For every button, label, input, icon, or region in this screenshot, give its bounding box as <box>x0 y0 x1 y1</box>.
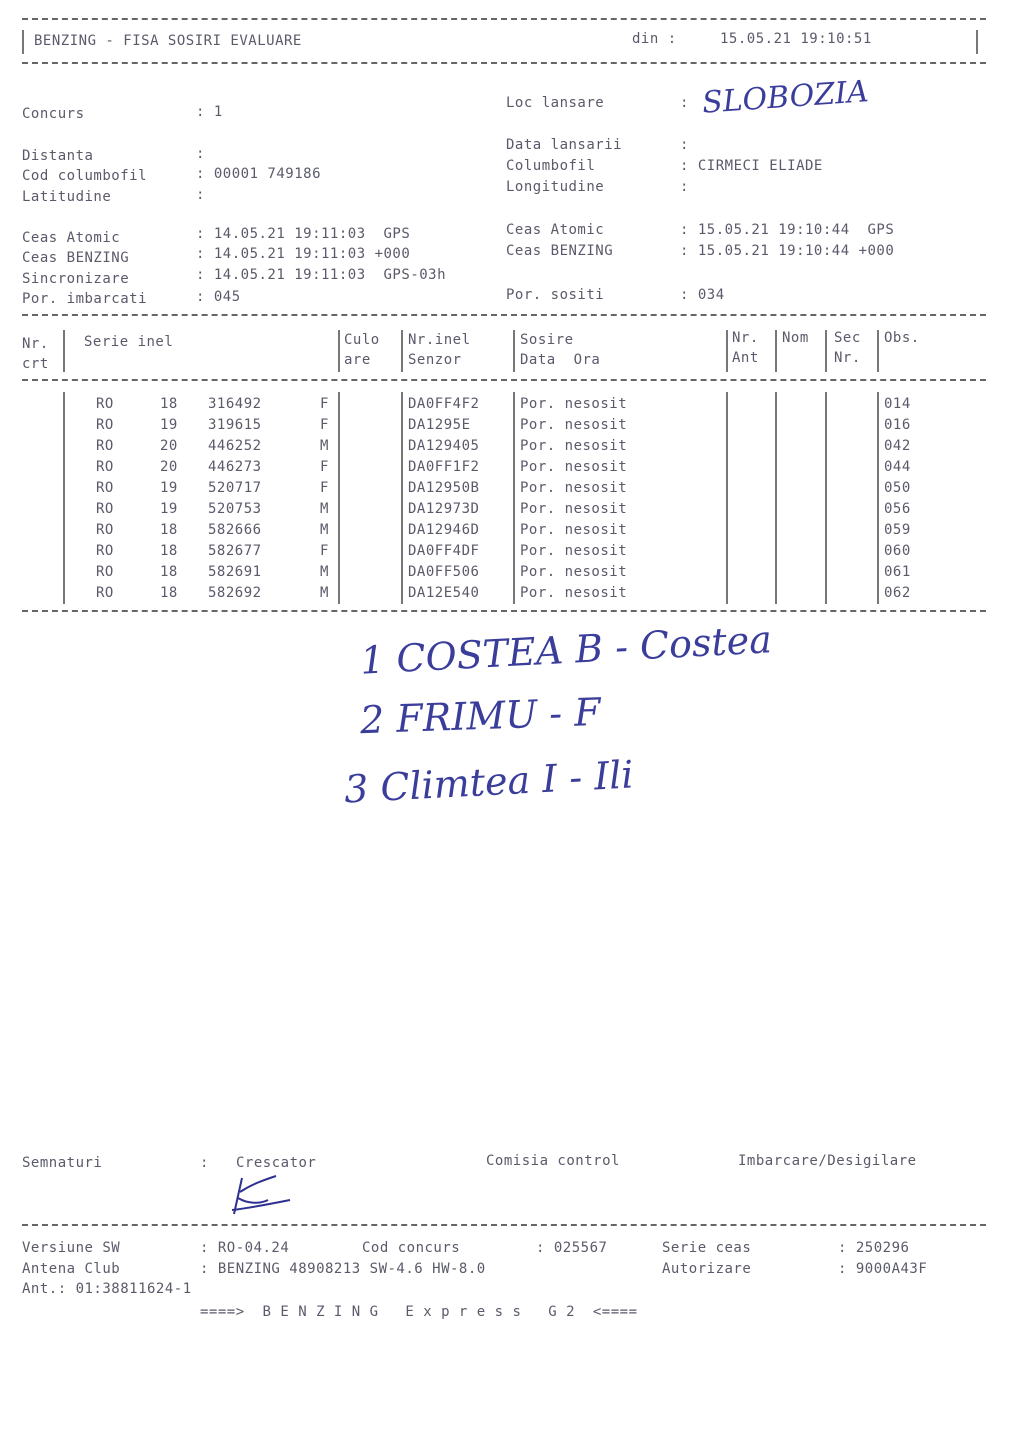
cell-sex: F <box>320 459 329 475</box>
cell-number: 520753 <box>208 501 262 517</box>
header-serie-inel: Serie inel <box>84 334 174 350</box>
handwritten-note-2: 2 FRIMU - F <box>359 689 602 743</box>
cell-obs: 060 <box>884 543 911 559</box>
cell-sex: M <box>320 522 329 538</box>
cell-status: Por. nesosit <box>520 417 628 433</box>
cell-sex: F <box>320 480 329 496</box>
ceas-benzing-sosire-value: : 15.05.21 19:10:44 +000 <box>680 243 895 259</box>
sincronizare-label: Sincronizare <box>22 271 130 287</box>
cell-number: 319615 <box>208 417 262 433</box>
ceas-benzing-label: Ceas BENZING <box>22 250 130 266</box>
col-divider <box>825 392 827 604</box>
handwritten-note-1: 1 COSTEA B - Costea <box>359 617 773 683</box>
report-title: BENZING - FISA SOSIRI EVALUARE <box>34 33 302 49</box>
cell-obs: 050 <box>884 480 911 496</box>
table-header-rule <box>22 379 986 381</box>
header-senzor: Senzor <box>408 352 462 368</box>
cell-year: 18 <box>160 543 178 559</box>
por-imbarcati-label: Por. imbarcati <box>22 291 148 307</box>
table-bottom-rule <box>22 610 986 612</box>
cell-year: 19 <box>160 417 178 433</box>
cell-number: 316492 <box>208 396 262 412</box>
col-divider <box>513 392 515 604</box>
concurs-label: Concurs <box>22 106 85 122</box>
loc-lansare-handwritten: SLOBOZIA <box>700 74 870 121</box>
date-value: 15.05.21 19:10:51 <box>720 31 872 47</box>
cell-obs: 059 <box>884 522 911 538</box>
brand-line: ====> B E N Z I N G E x p r e s s G 2 <==== <box>200 1304 638 1320</box>
cell-obs: 042 <box>884 438 911 454</box>
ceas-atomic-value: : 14.05.21 19:11:03 GPS <box>196 226 411 242</box>
header-sosire: Sosire <box>520 332 574 348</box>
col-divider <box>877 330 879 372</box>
cod-columbofil-value: : 00001 749186 <box>196 166 322 182</box>
semnaturi-sep: : <box>200 1155 209 1171</box>
cell-sex: M <box>320 564 329 580</box>
semnaturi-label: Semnaturi <box>22 1155 103 1171</box>
header-crt: crt <box>22 356 49 372</box>
cell-sensor: DA0FF506 <box>408 564 480 580</box>
cell-country: RO <box>96 501 114 517</box>
cell-sex: M <box>320 438 329 454</box>
cell-country: RO <box>96 522 114 538</box>
cell-country: RO <box>96 585 114 601</box>
col-divider <box>825 330 827 372</box>
cell-country: RO <box>96 396 114 412</box>
crescator-label: Crescator <box>236 1155 317 1171</box>
latitudine-label: Latitudine <box>22 189 112 205</box>
cell-year: 18 <box>160 564 178 580</box>
cod-concurs-label: Cod concurs <box>362 1240 461 1256</box>
antena-club-label: Antena Club <box>22 1261 121 1277</box>
header-bottom-rule <box>22 62 986 64</box>
cell-number: 582666 <box>208 522 262 538</box>
antena-club-value: : BENZING 48908213 SW-4.6 HW-8.0 <box>200 1261 486 1277</box>
comisia-control-label: Comisia control <box>486 1153 620 1169</box>
header-sec-nr: Nr. <box>834 350 861 366</box>
header-right-bar <box>976 30 978 54</box>
longitudine-value: : <box>680 179 689 195</box>
cell-year: 19 <box>160 501 178 517</box>
latitudine-value: : <box>196 187 205 203</box>
col-divider <box>338 330 340 372</box>
serie-ceas-value: : 250296 <box>838 1240 910 1256</box>
cell-sex: F <box>320 543 329 559</box>
cell-number: 446273 <box>208 459 262 475</box>
cell-obs: 016 <box>884 417 911 433</box>
cell-sensor: DA1295E <box>408 417 471 433</box>
cod-columbofil-label: Cod columbofil <box>22 168 148 184</box>
cell-sensor: DA12E540 <box>408 585 480 601</box>
header-are: are <box>344 352 371 368</box>
cell-year: 18 <box>160 585 178 601</box>
loc-lansare-sep: : <box>680 95 689 111</box>
por-imbarcati-value: : 045 <box>196 289 241 305</box>
header-nr: Nr. <box>22 336 49 352</box>
header-nr-inel: Nr.inel <box>408 332 471 348</box>
cell-year: 19 <box>160 480 178 496</box>
cell-status: Por. nesosit <box>520 501 628 517</box>
header-nr-ant: Nr. <box>732 330 759 346</box>
col-divider <box>726 392 728 604</box>
header-obs: Obs. <box>884 330 920 346</box>
header-sec: Sec <box>834 330 861 346</box>
cell-sensor: DA0FF1F2 <box>408 459 480 475</box>
ceas-atomic-sosire-value: : 15.05.21 19:10:44 GPS <box>680 222 895 238</box>
cell-country: RO <box>96 438 114 454</box>
cell-status: Por. nesosit <box>520 438 628 454</box>
cell-year: 20 <box>160 438 178 454</box>
cell-status: Por. nesosit <box>520 522 628 538</box>
cell-country: RO <box>96 564 114 580</box>
distanta-value: : <box>196 146 205 162</box>
cell-sex: F <box>320 396 329 412</box>
cell-country: RO <box>96 417 114 433</box>
por-sositi-value: : 034 <box>680 287 725 303</box>
versiune-sw-value: : RO-04.24 <box>200 1240 290 1256</box>
header-ant: Ant <box>732 350 759 366</box>
header-nom: Nom <box>782 330 809 346</box>
distanta-label: Distanta <box>22 148 94 164</box>
cell-sensor: DA12973D <box>408 501 480 517</box>
col-divider <box>338 392 340 604</box>
cell-obs: 061 <box>884 564 911 580</box>
cell-number: 446252 <box>208 438 262 454</box>
cell-sex: F <box>320 417 329 433</box>
col-divider <box>726 330 728 372</box>
handwritten-note-3: 3 Climtea I - Ili <box>343 752 635 812</box>
cell-obs: 044 <box>884 459 911 475</box>
cell-number: 582692 <box>208 585 262 601</box>
header-top-rule <box>22 18 986 20</box>
autorizare-value: : 9000A43F <box>838 1261 928 1277</box>
cell-obs: 014 <box>884 396 911 412</box>
ceas-atomic-sosire-label: Ceas Atomic <box>506 222 605 238</box>
por-sositi-label: Por. sositi <box>506 287 605 303</box>
columbofil-label: Columbofil <box>506 158 596 174</box>
cell-sensor: DA129405 <box>408 438 480 454</box>
columbofil-value: : CIRMECI ELIADE <box>680 158 823 174</box>
ceas-benzing-sosire-label: Ceas BENZING <box>506 243 614 259</box>
cell-sex: M <box>320 585 329 601</box>
cell-sensor: DA0FF4F2 <box>408 396 480 412</box>
date-label: din : <box>632 31 677 47</box>
ceas-benzing-value: : 14.05.21 19:11:03 +000 <box>196 246 411 262</box>
versiune-sw-label: Versiune SW <box>22 1240 121 1256</box>
footer-top-rule <box>22 1224 986 1226</box>
cell-year: 18 <box>160 396 178 412</box>
cell-status: Por. nesosit <box>520 459 628 475</box>
header-culo: Culo <box>344 332 380 348</box>
cell-status: Por. nesosit <box>520 564 628 580</box>
cell-country: RO <box>96 543 114 559</box>
cell-obs: 056 <box>884 501 911 517</box>
longitudine-label: Longitudine <box>506 179 605 195</box>
cell-country: RO <box>96 480 114 496</box>
serie-ceas-label: Serie ceas <box>662 1240 752 1256</box>
sincronizare-value: : 14.05.21 19:11:03 GPS-03h <box>196 267 447 283</box>
crescator-signature <box>224 1170 294 1220</box>
cell-obs: 062 <box>884 585 911 601</box>
imbarcare-label: Imbarcare/Desigilare <box>738 1153 917 1169</box>
cell-sensor: DA0FF4DF <box>408 543 480 559</box>
col-divider <box>775 330 777 372</box>
col-divider <box>63 392 65 604</box>
col-divider <box>775 392 777 604</box>
header-data-ora: Data Ora <box>520 352 601 368</box>
col-divider <box>513 330 515 372</box>
ceas-atomic-label: Ceas Atomic <box>22 230 121 246</box>
antena-id: Ant.: 01:38811624-1 <box>22 1281 192 1297</box>
cell-country: RO <box>96 459 114 475</box>
cell-sex: M <box>320 501 329 517</box>
cod-concurs-value: : 025567 <box>536 1240 608 1256</box>
cell-number: 582691 <box>208 564 262 580</box>
data-lansarii-value: : <box>680 137 689 153</box>
cell-status: Por. nesosit <box>520 585 628 601</box>
table-top-rule <box>22 314 986 316</box>
cell-number: 520717 <box>208 480 262 496</box>
cell-sensor: DA12950B <box>408 480 480 496</box>
cell-year: 18 <box>160 522 178 538</box>
concurs-value: : 1 <box>196 104 223 120</box>
cell-status: Por. nesosit <box>520 396 628 412</box>
col-divider <box>401 330 403 372</box>
cell-sensor: DA12946D <box>408 522 480 538</box>
header-left-bar <box>22 30 24 54</box>
col-divider <box>63 330 65 372</box>
cell-status: Por. nesosit <box>520 480 628 496</box>
data-lansarii-label: Data lansarii <box>506 137 623 153</box>
col-divider <box>877 392 879 604</box>
loc-lansare-label: Loc lansare <box>506 95 605 111</box>
cell-number: 582677 <box>208 543 262 559</box>
cell-status: Por. nesosit <box>520 543 628 559</box>
cell-year: 20 <box>160 459 178 475</box>
autorizare-label: Autorizare <box>662 1261 752 1277</box>
col-divider <box>401 392 403 604</box>
